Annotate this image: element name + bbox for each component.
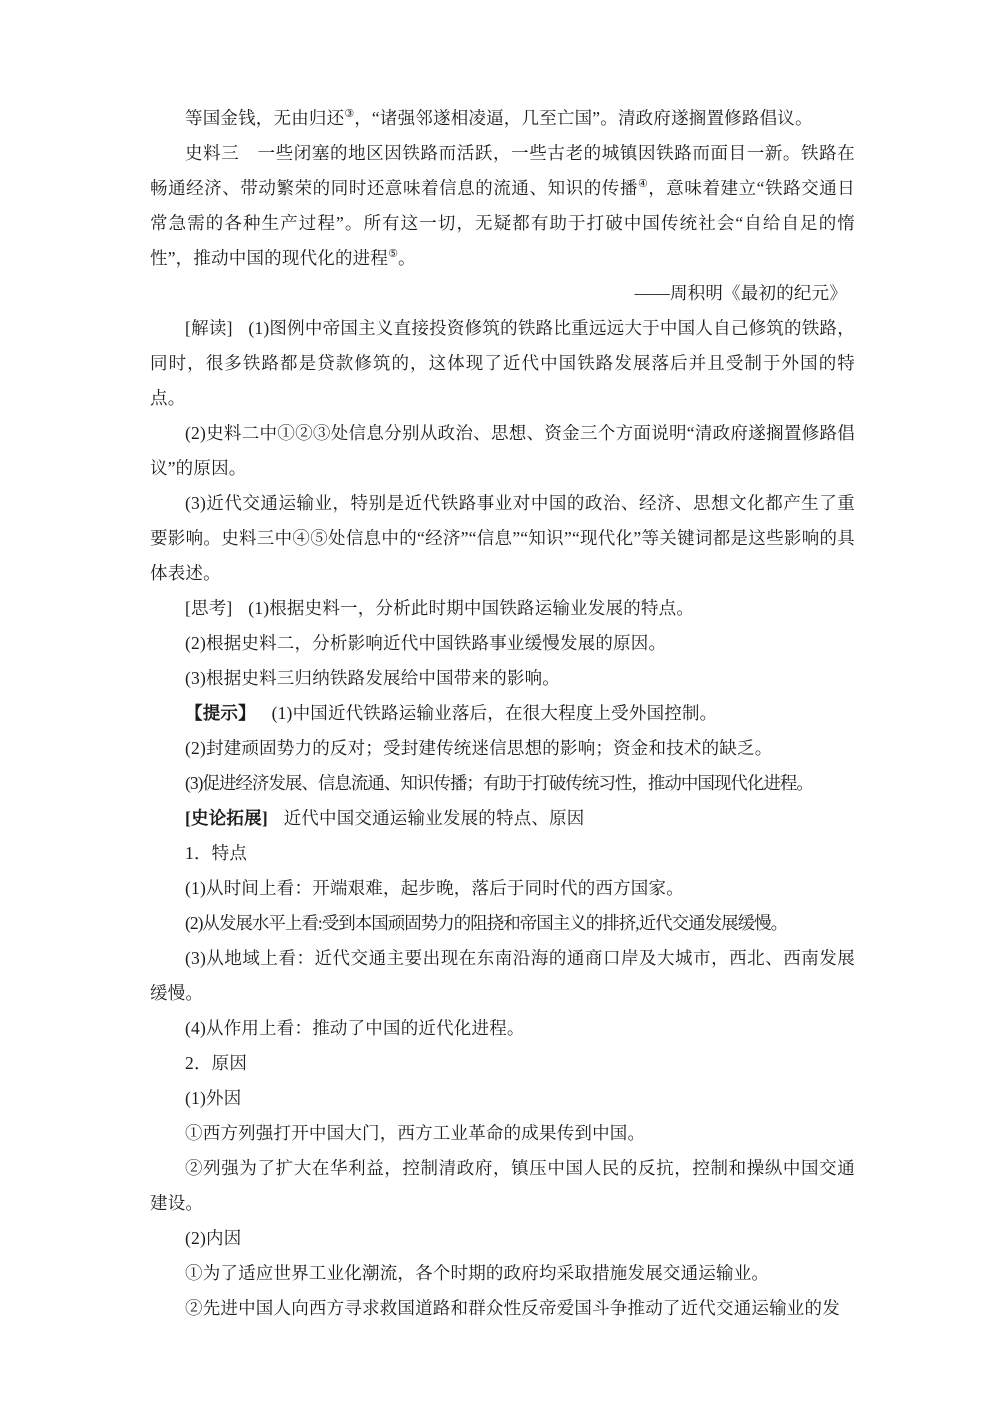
footnote-marker-3: ③ [344, 108, 355, 121]
paragraph-continuation [150, 101, 855, 136]
tishi-paragraph-2: (2)封建顽固势力的反对；受封建传统迷信思想的影响；资金和技术的缺乏。 [185, 738, 773, 758]
footnote-marker-4: ④ [637, 178, 649, 191]
internal-causes-heading: (2)内因 [185, 1228, 242, 1248]
sikao-tag: [思考] [185, 598, 233, 618]
text-segment: ，“诸强邻遂相凌逼，几至亡国”。清政府遂搁置修路倡议。 [354, 108, 813, 128]
attribution-line: ——周积明《最初的纪元》 [634, 283, 847, 303]
tishi-tag: 【提示】 [185, 703, 256, 723]
external-causes-heading: (1)外因 [185, 1088, 242, 1108]
feature-item-3: (3)从地域上看：近代交通主要出现在东南沿海的通商口岸及大城市，西北、西南发展缓慢。 [150, 948, 855, 1003]
footnote-marker-5: ⑤ [388, 248, 398, 261]
tishi-paragraph-1 [150, 696, 855, 731]
jiedu-paragraph-2: (2)史料二中①②③处信息分别从政治、思想、资金三个方面说明“清政府遂搁置修路倡议”的原因。 [150, 423, 855, 478]
jiedu-tag: [解读] [185, 318, 233, 338]
internal-cause-item-2: ②先进中国人向西方寻求救国道路和群众性反帝爱国斗争推动了近代交通运输业的发 [185, 1298, 840, 1318]
features-heading: 1．特点 [185, 843, 248, 863]
sikao-paragraph-2: (2)根据史料二，分析影响近代中国铁路事业缓慢发展的原因。 [185, 633, 667, 653]
feature-item-4: (4)从作用上看：推动了中国的近代化进程。 [185, 1018, 525, 1038]
text-segment: 。 [398, 248, 416, 268]
internal-cause-item-1: ①为了适应世界工业化潮流，各个时期的政府均采取措施发展交通运输业。 [185, 1263, 770, 1283]
feature-item-1: (1)从时间上看：开端艰难，起步晚，落后于同时代的西方国家。 [185, 878, 684, 898]
external-cause-item-1: ①西方列强打开中国大门，西方工业革命的成果传到中国。 [185, 1123, 646, 1143]
external-cause-item-2: ②列强为了扩大在华利益，控制清政府，镇压中国人民的反抗，控制和操纵中国交通建设。 [150, 1158, 855, 1213]
shilun-heading [150, 801, 855, 836]
text-segment: (1)根据史料一，分析此时期中国铁路运输业发展的特点。 [248, 598, 695, 618]
text-segment: ，意味着建立“铁路交通日常急需的各种生产过程”。所有这一切，无疑都有助于打破中国传统社会“自给自足的惰性”，推动中国的现代化的进程 [150, 178, 855, 268]
text-segment: 史料三 一些闭塞的地区因铁路而活跃，一些古老的城镇因铁路而面目一新。铁路在畅通经济、带动繁荣的同时还意味着信息的流通、知识的传播 [150, 143, 855, 198]
shilun-tag: [史论拓展] [185, 808, 268, 828]
shilun-title: 近代中国交通运输业发展的特点、原因 [283, 808, 585, 828]
sikao-paragraph-1 [150, 591, 855, 626]
reasons-heading: 2．原因 [185, 1053, 248, 1073]
sikao-paragraph-3: (3)根据史料三归纳铁路发展给中国带来的影响。 [185, 668, 561, 688]
text-segment: (1)中国近代铁路运输业落后，在很大程度上受外国控制。 [271, 703, 718, 723]
jiedu-paragraph-3: (3)近代交通运输业，特别是近代铁路事业对中国的政治、经济、思想文化都产生了重要影响。史料三中④⑤处信息中的“经济”“信息”“知识”“现代化”等关键词都是这些影响的具体表述。 [150, 493, 855, 583]
feature-item-2: (2)从发展水平上看:受到本国顽固势力的阻挠和帝国主义的排挤,近代交通发展缓慢。 [185, 913, 788, 933]
text-segment: (1)图例中帝国主义直接投资修筑的铁路比重远远大于中国人自己修筑的铁路，同时，很多铁路都是贷款修筑的，这体现了近代中国铁路发展落后并且受制于外国的特点。 [150, 318, 855, 408]
paragraph-source-three [150, 136, 855, 276]
jiedu-paragraph-1 [150, 311, 855, 416]
text-segment: 等国金钱，无由归还 [185, 108, 345, 128]
tishi-paragraph-3: (3)促进经济发展、信息流通、知识传播；有助于打破传统习性，推动中国现代化进程。 [185, 773, 813, 793]
